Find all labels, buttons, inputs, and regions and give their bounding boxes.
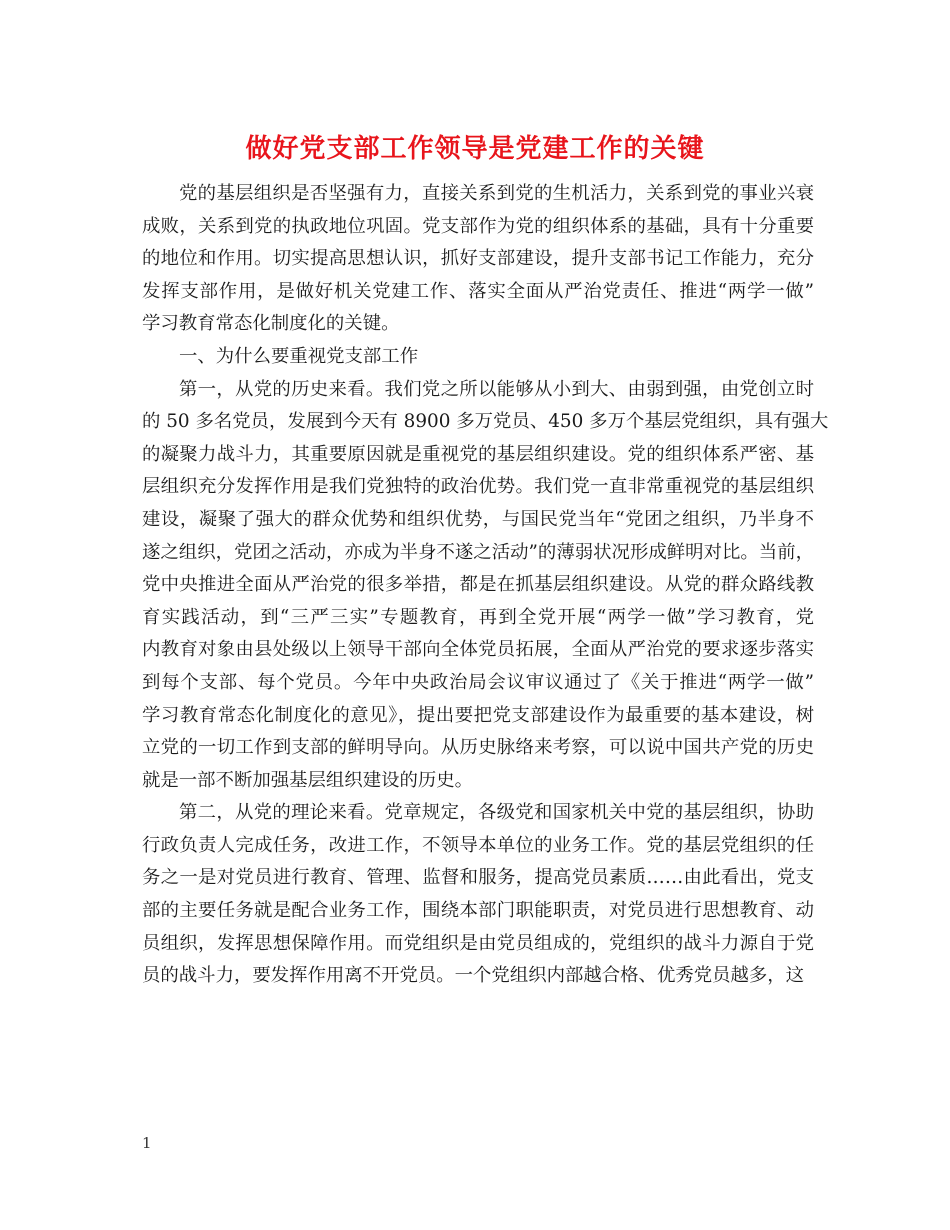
- paragraph-line: 的地位和作用。切实提高思想认识，抓好支部建设，提升支部书记工作能力，充分: [142, 248, 814, 270]
- document-body: [142, 178, 829, 993]
- paragraph-line: 层组织充分发挥作用是我们党独特的政治优势。我们党一直非常重视党的基层组织: [142, 476, 814, 498]
- paragraph-line: 到每个支部、每个党员。今年中央政治局会议审议通过了《关于推进“两学一做”: [142, 671, 814, 693]
- paragraph-line: 育实践活动，到“三严三实”专题教育，再到全党开展“两学一做”学习教育，党: [142, 606, 814, 628]
- paragraph-line: 行政负责人完成任务，改进工作，不领导本单位的业务工作。党的基层党组织的任: [142, 834, 814, 856]
- paragraph-line: 建设，凝聚了强大的群众优势和组织优势，与国民党当年“党团之组织，乃半身不: [142, 508, 814, 530]
- paragraph: [142, 341, 814, 374]
- paragraph-line: 内教育对象由县处级以上领导干部向全体党员拓展，全面从严治党的要求逐步落实: [142, 639, 814, 661]
- paragraph-line: 一、为什么要重视党支部工作: [179, 345, 419, 367]
- paragraph-line: 立党的一切工作到支部的鲜明导向。从历史脉络来考察，可以说中国共产党的历史: [142, 737, 814, 759]
- paragraph-line: 学习教育常态化制度化的关键。: [142, 313, 400, 335]
- paragraph-line: 部的主要任务就是配合业务工作，围绕本部门职能职责，对党员进行思想教育、动: [142, 900, 814, 922]
- paragraph-line: 员的战斗力，要发挥作用离不开党员。一个党组织内部越合格、优秀党员越多，这: [142, 965, 805, 987]
- document-title: 做好党支部工作领导是党建工作的关键: [245, 134, 705, 164]
- paragraph-line: 学习教育常态化制度化的意见》，提出要把党支部建设作为最重要的基本建设，树: [142, 704, 814, 726]
- paragraph: [142, 797, 814, 993]
- paragraph-line: 第二，从党的理论来看。党章规定，各级党和国家机关中党的基层组织，协助: [179, 802, 814, 824]
- paragraph-line: 就是一部不断加强基层组织建设的历史。: [142, 769, 474, 791]
- paragraph-line: 成败，关系到党的执政地位巩固。党支部作为党的组织体系的基础，具有十分重要: [142, 215, 814, 237]
- paragraph-line: 的凝聚力战斗力，其重要原因就是重视党的基层组织建设。党的组织体系严密、基: [142, 443, 814, 465]
- paragraph-line: 员组织，发挥思想保障作用。而党组织是由党员组成的，党组织的战斗力源自于党: [142, 932, 814, 954]
- paragraph-line: 第一，从党的历史来看。我们党之所以能够从小到大、由弱到强，由党创立时: [179, 378, 814, 400]
- paragraph: [142, 178, 814, 341]
- paragraph-line: 发挥支部作用，是做好机关党建工作、落实全面从严治党责任、推进“两学一做”: [142, 280, 814, 302]
- paragraph: [142, 374, 829, 798]
- page-number: 1: [142, 1134, 152, 1152]
- paragraph-line: 遂之组织，党团之活动，亦成为半身不遂之活动”的薄弱状况形成鲜明对比。当前，: [142, 541, 814, 563]
- paragraph-line: 务之一是对党员进行教育、管理、监督和服务，提高党员素质……由此看出，党支: [142, 867, 814, 889]
- paragraph-line: 的 50 多名党员，发展到今天有 8900 多万党员、450 多万个基层党组织，具有强大: [142, 411, 829, 433]
- paragraph-line: 党中央推进全面从严治党的很多举措，都是在抓基层组织建设。从党的群众路线教: [142, 574, 814, 596]
- paragraph-line: 党的基层组织是否坚强有力，直接关系到党的生机活力，关系到党的事业兴衰: [179, 183, 814, 204]
